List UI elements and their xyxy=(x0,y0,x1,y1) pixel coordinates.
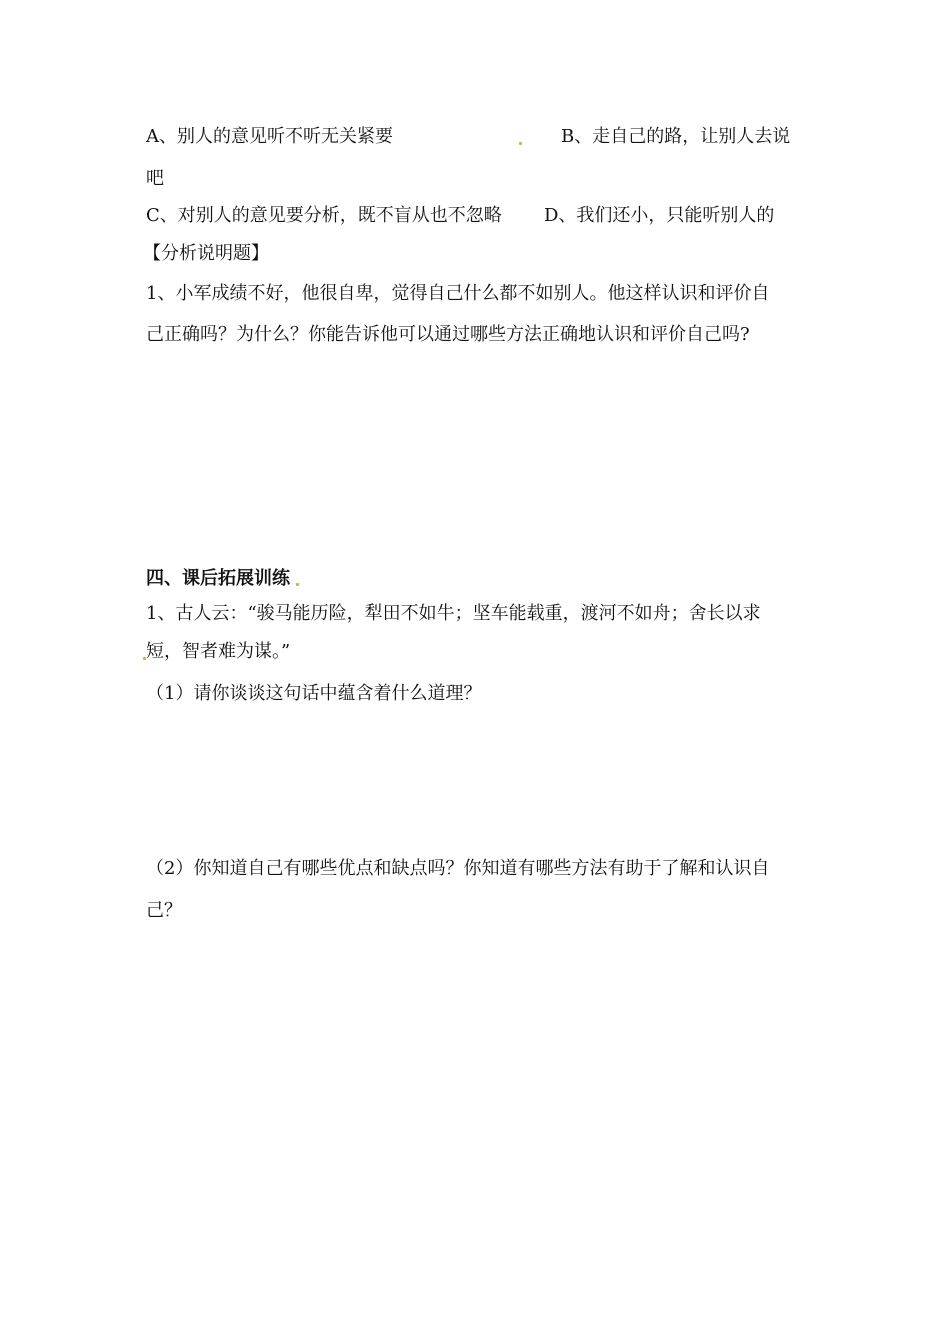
decorative-dot xyxy=(296,583,299,586)
extension-subquestion-2-line-1: （2）你知道自己有哪些优点和缺点吗？你知道有哪些方法有助于了解和认识自 xyxy=(146,858,770,879)
analysis-heading: 【分析说明题】 xyxy=(143,243,269,264)
choice-c: C、对别人的意见要分析，既不盲从也不忽略 xyxy=(146,205,502,226)
analysis-question-1-line-2: 己正确吗？为什么？你能告诉他可以通过哪些方法正确地认识和评价自己吗? xyxy=(146,324,750,345)
choice-a: A、别人的意见听不听无关紧要 xyxy=(146,126,393,147)
extension-subquestion-1: （1）请你谈谈这句话中蕴含着什么道理？ xyxy=(146,683,482,704)
choice-b-continuation: 吧 xyxy=(146,168,164,189)
choice-b: B、走自己的路，让别人去说 xyxy=(561,126,791,147)
extension-question-1-line-2: 短，智者难为谋。” xyxy=(146,641,291,662)
extension-subquestion-2-line-2: 己？ xyxy=(146,900,182,921)
decorative-dot xyxy=(519,142,522,145)
analysis-question-1-line-1: 1、小军成绩不好，他很自卑，觉得自己什么都不如别人。他这样认识和评价自 xyxy=(146,283,770,304)
extension-question-1-line-1: 1、古人云：“骏马能历险，犁田不如牛；坚车能载重，渡河不如舟；舍长以求 xyxy=(146,603,761,624)
decorative-dot xyxy=(143,657,146,660)
section-heading-extension: 四、课后拓展训练 xyxy=(146,568,290,589)
choice-d: D、我们还小，只能听别人的 xyxy=(544,205,775,226)
